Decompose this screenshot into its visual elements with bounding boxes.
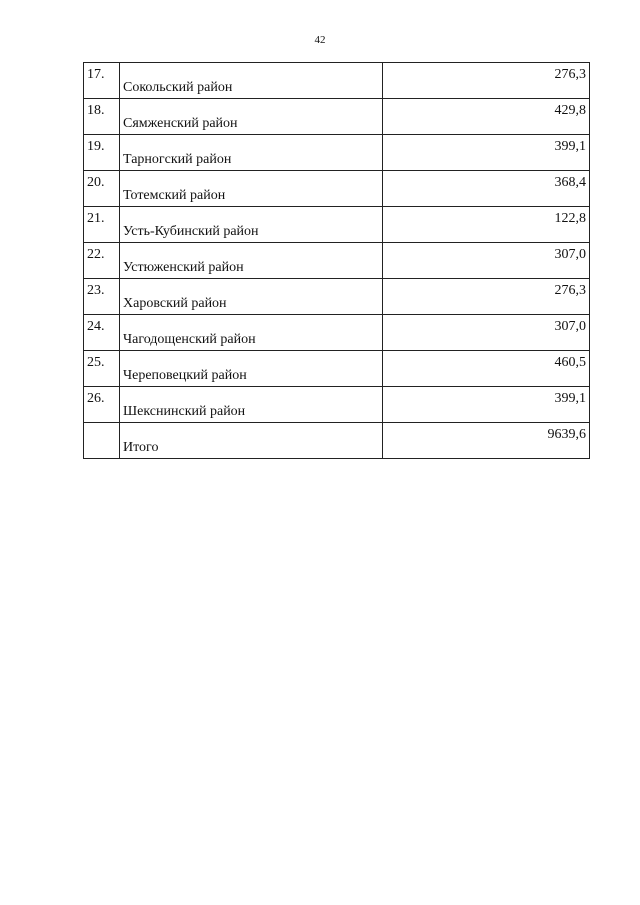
total-label: Итого xyxy=(120,423,383,459)
district-name: Сокольский район xyxy=(120,63,383,99)
district-value: 276,3 xyxy=(383,279,590,315)
row-number: 25. xyxy=(84,351,120,387)
district-value: 307,0 xyxy=(383,315,590,351)
district-name: Усть-Кубинский район xyxy=(120,207,383,243)
row-number: 26. xyxy=(84,387,120,423)
table-row xyxy=(84,207,590,243)
row-number: 24. xyxy=(84,315,120,351)
district-name: Сямженский район xyxy=(120,99,383,135)
district-name: Чагодощенский район xyxy=(120,315,383,351)
district-value: 399,1 xyxy=(383,387,590,423)
district-value: 307,0 xyxy=(383,243,590,279)
page-number: 42 xyxy=(314,34,326,46)
table-row xyxy=(84,315,590,351)
total-value: 9639,6 xyxy=(383,423,590,459)
total-row xyxy=(84,423,590,459)
table-row xyxy=(84,171,590,207)
district-name: Череповецкий район xyxy=(120,351,383,387)
table-row xyxy=(84,279,590,315)
district-name: Тотемский район xyxy=(120,171,383,207)
table-row xyxy=(84,63,590,99)
table-row xyxy=(84,243,590,279)
district-name: Харовский район xyxy=(120,279,383,315)
table-row xyxy=(84,135,590,171)
row-number: 22. xyxy=(84,243,120,279)
table-row xyxy=(84,387,590,423)
row-number: 20. xyxy=(84,171,120,207)
district-name: Шекснинский район xyxy=(120,387,383,423)
district-value: 122,8 xyxy=(383,207,590,243)
district-name: Устюженский район xyxy=(120,243,383,279)
total-number xyxy=(84,423,120,459)
row-number: 18. xyxy=(84,99,120,135)
district-name: Тарногский район xyxy=(120,135,383,171)
district-value: 368,4 xyxy=(383,171,590,207)
district-value: 429,8 xyxy=(383,99,590,135)
district-table xyxy=(83,62,590,459)
district-value: 276,3 xyxy=(383,63,590,99)
row-number: 17. xyxy=(84,63,120,99)
row-number: 23. xyxy=(84,279,120,315)
table-row xyxy=(84,351,590,387)
district-value: 460,5 xyxy=(383,351,590,387)
district-value: 399,1 xyxy=(383,135,590,171)
row-number: 19. xyxy=(84,135,120,171)
table-row xyxy=(84,99,590,135)
row-number: 21. xyxy=(84,207,120,243)
